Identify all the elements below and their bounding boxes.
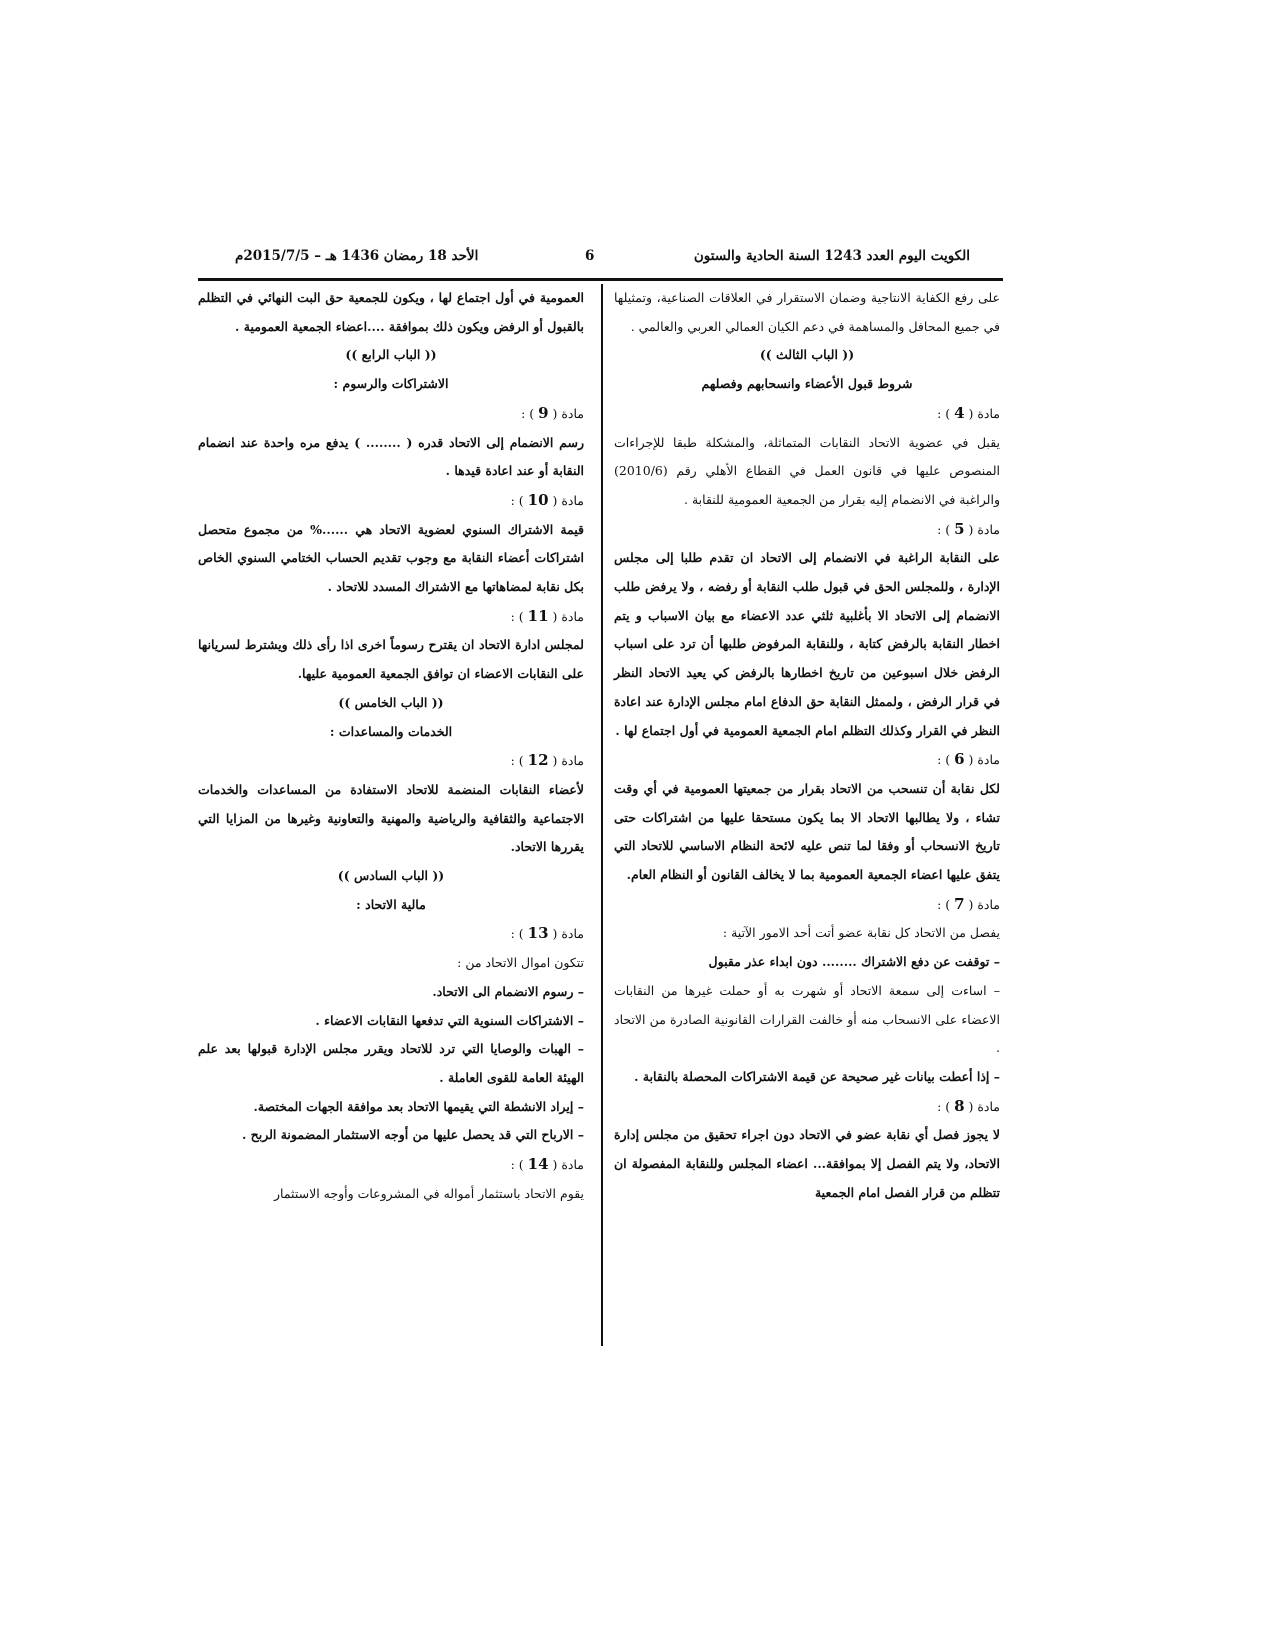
- article-number: 8: [954, 1096, 965, 1115]
- article-label: مادة (: [548, 608, 584, 624]
- article-label: مادة (: [964, 896, 1000, 912]
- section-heading: شروط قبول الأعضاء وانسحابهم وفصلهم: [701, 376, 913, 392]
- list-item: – الاشتراكات السنوية التي تدفعها النقابات الاعضاء .: [198, 1007, 584, 1036]
- article-heading: [198, 486, 584, 516]
- list-item: – اساءت إلى سمعة الاتحاد أو شهرت به أو حملت غيرها من النقابات الاعضاء على الانسحاب منه أو خالفت القرارات القانونية الصادرة من الاتحاد .: [614, 977, 1000, 1063]
- article-label-end: ) :: [510, 608, 528, 624]
- section-heading: (( الباب الخامس )): [338, 694, 444, 710]
- article-label-end: ) :: [937, 752, 955, 768]
- article-number: 4: [954, 403, 965, 422]
- paragraph: رسم الانضمام إلى الاتحاد قدره ( ........ ) يدفع مره واحدة عند انضمام النقابة أو عند اعادة قيدها .: [198, 434, 584, 479]
- article-label: مادة (: [548, 926, 584, 942]
- list-item: – الارباح التي قد يحصل عليها من أوجه الاستثمار المضمونة الربح .: [198, 1121, 584, 1150]
- header-date: الأحد 18 رمضان 1436 هـ – 2015/7/5م: [235, 248, 479, 264]
- list-item: – توقفت عن دفع الاشتراك ........ دون ابداء عذر مقبول: [614, 948, 1000, 977]
- article-number: 5: [954, 519, 965, 538]
- article-heading: [614, 890, 1000, 920]
- paragraph: لأعضاء النقابات المنضمة للاتحاد الاستفادة من المساعدات والخدمات الاجتماعية والثقافية والرياضية والمهنية والتعاونية وغيرها من المزايا التي يقررها الاتحاد.: [198, 781, 584, 855]
- article-label: مادة (: [548, 405, 584, 421]
- article-label: مادة (: [548, 753, 584, 769]
- article-number: 9: [538, 403, 549, 422]
- article-label-end: ) :: [510, 926, 528, 942]
- paragraph: لا يجوز فصل أي نقابة عضو في الاتحاد دون اجراء تحقيق من مجلس إدارة الاتحاد، ولا يتم الفصل إلا بموافقة... اعضاء المجلس وللنقابة المفصولة ان تتظلم من قرار الفصل امام الجمعية: [614, 1127, 1000, 1200]
- article-label: مادة (: [964, 752, 1000, 768]
- left-column: [198, 284, 584, 1209]
- article-number: 6: [954, 750, 965, 769]
- paragraph: يقوم الاتحاد باستثمار أمواله في المشروعات وأوجه الاستثمار: [273, 1185, 584, 1201]
- article-label-end: ) :: [937, 896, 955, 912]
- article-heading: [198, 399, 584, 429]
- section-heading: (( الباب الثالث )): [759, 347, 855, 363]
- header-issue-info: الكويت اليوم العدد 1243 السنة الحادية والستون: [693, 248, 970, 264]
- article-label-end: ) :: [937, 521, 955, 537]
- paragraph: لمجلس ادارة الاتحاد ان يقترح رسوماً اخرى اذا رأى ذلك ويشترط لسريانها على النقابات الاعضاء ان توافق الجمعية العمومية عليها.: [198, 637, 584, 682]
- header-divider: [198, 278, 1003, 281]
- article-heading: [198, 1150, 584, 1180]
- paragraph: العمومية في أول اجتماع لها ، ويكون للجمعية حق البت النهائي في التظلم بالقبول أو الرفض ويكون ذلك بموافقة ....اعضاء الجمعية العمومية .: [198, 290, 584, 334]
- section-heading: الخدمات والمساعدات :: [329, 723, 453, 739]
- paragraph: على رفع الكفاية الانتاجية وضمان الاستقرار في العلاقات الصناعية، وتمثيلها في جميع المحافل والمساهمة في دعم الكيان العمالي العربي والعالمي .: [614, 290, 1000, 334]
- section-heading: مالية الاتحاد :: [356, 896, 426, 912]
- article-number: 10: [527, 490, 549, 509]
- article-label: مادة (: [964, 521, 1000, 537]
- article-label: مادة (: [964, 405, 1000, 421]
- paragraph: تتكون اموال الاتحاد من :: [457, 955, 584, 971]
- article-label-end: ) :: [937, 405, 955, 421]
- article-heading: [198, 919, 584, 949]
- article-heading: [198, 602, 584, 632]
- article-number: 7: [954, 894, 965, 913]
- article-number: 12: [527, 751, 549, 770]
- article-number: 11: [527, 606, 549, 625]
- article-label-end: ) :: [510, 1157, 528, 1173]
- paragraph: لكل نقابة أن تنسحب من الاتحاد بقرار من جمعيتها العمومية في أي وقت تشاء ، ولا يطالبها الاتحاد الا بما يكون مستحقا عليها من اشتراكات حتى تاريخ الانسحاب أو وفقا لما تنص عليه لائحة النظام الاساسي للاتحاد التي يتفق عليها اعضاء الجمعية العمومية بما لا يخالف القانون أو النظام العام.: [614, 780, 1000, 883]
- article-number: 13: [527, 924, 549, 943]
- article-label-end: ) :: [521, 405, 539, 421]
- list-item: – إذا أعطت بيانات غير صحيحة عن قيمة الاشتراكات المحصلة بالنقابة .: [614, 1063, 1000, 1092]
- article-heading: [614, 1092, 1000, 1122]
- article-label-end: ) :: [510, 492, 528, 508]
- article-label: مادة (: [964, 1098, 1000, 1114]
- section-heading: الاشتراكات والرسوم :: [333, 376, 449, 392]
- column-divider: [601, 284, 603, 1346]
- paragraph: يفصل من الاتحاد كل نقابة عضو أتت أحد الامور الآتية :: [722, 925, 1000, 941]
- page-number: 6: [585, 248, 595, 264]
- article-heading: [614, 515, 1000, 545]
- paragraph: على النقابة الراغبة في الانضمام إلى الاتحاد ان تقدم طلبا إلى مجلس الإدارة ، وللمجلس الحق في قبول طلب النقابة أو رفضه ، ولا يرفض طلب الانضمام إلى الاتحاد الا بأغلبية ثلثي عدد الاعضاء مع بيان الاسباب و يتم اخطار النقابة بالرفض كتابة ، وللنقابة المرفوض طلبها أن ترد على اسباب الرفض خلال اسبوعين من تاريخ اخطارها بالرفض كي يعيد الاتحاد النظر في قرار الرفض ، ولممثل النقابة حق الدفاع امام مجلس الإدارة عند اعادة النظر في القرار وكذلك التظلم امام الجمعية العمومية في أول اجتماع لها .: [614, 550, 1000, 738]
- section-heading: (( الباب الرابع )): [345, 347, 437, 363]
- section-heading: (( الباب السادس )): [337, 868, 445, 884]
- article-label: مادة (: [548, 1157, 584, 1173]
- page-header: [235, 244, 970, 268]
- article-label-end: ) :: [510, 753, 528, 769]
- article-heading: [198, 746, 584, 776]
- paragraph: قيمة الاشتراك السنوي لعضوية الاتحاد هي ......% من مجموع متحصل اشتراكات أعضاء النقابة مع وجوب تقديم الحساب الختامي السنوي الخاص بكل نقابة لمضاهاتها مع الاشتراك المسدد للاتحاد .: [198, 521, 584, 595]
- article-number: 14: [527, 1155, 549, 1174]
- list-item: – رسوم الانضمام الى الاتحاد.: [198, 978, 584, 1007]
- right-column: [614, 284, 1000, 1208]
- list-item: – الهبات والوصايا التي ترد للاتحاد ويقرر مجلس الإدارة قبولها بعد علم الهيئة العامة للقوى العاملة .: [198, 1035, 584, 1092]
- article-heading: [614, 745, 1000, 775]
- paragraph: يقبل في عضوية الاتحاد النقابات المتماثلة، والمشكلة طبقا للإجراءات المنصوص عليها في قانون العمل في القطاع الأهلي رقم (2010/6) والراغبة في الانضمام إليه بقرار من الجمعية العمومية للنقابة .: [614, 434, 1000, 507]
- article-heading: [614, 399, 1000, 429]
- article-label-end: ) :: [937, 1098, 955, 1114]
- article-label: مادة (: [548, 492, 584, 508]
- list-item: – إيراد الانشطة التي يقيمها الاتحاد بعد موافقة الجهات المختصة.: [198, 1093, 584, 1122]
